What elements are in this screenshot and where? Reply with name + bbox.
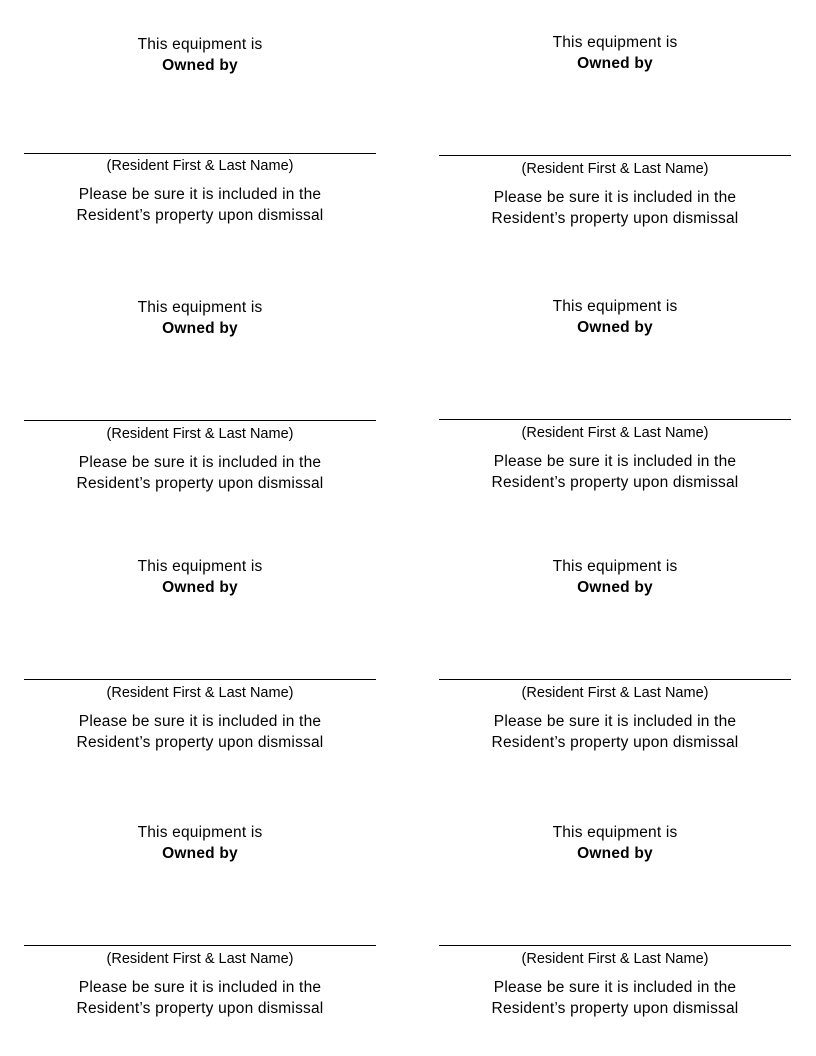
reminder-line-1: Please be sure it is included in the (78, 454, 322, 471)
intro-text: This equipment is (552, 298, 678, 315)
equipment-label-3 (24, 297, 376, 497)
equipment-label-6 (439, 556, 791, 756)
reminder-line-1: Please be sure it is included in the (493, 189, 737, 206)
equipment-label-1 (24, 34, 376, 234)
reminder-line-1: Please be sure it is included in the (78, 979, 322, 996)
label-intro (24, 556, 376, 598)
resident-name-caption: (Resident First & Last Name) (106, 158, 294, 174)
resident-name-caption: (Resident First & Last Name) (106, 426, 294, 442)
reminder-line-1: Please be sure it is included in the (493, 453, 737, 470)
equipment-label-4 (439, 296, 791, 496)
label-intro (439, 822, 791, 864)
resident-name-caption: (Resident First & Last Name) (521, 425, 709, 441)
reminder-line-2: Resident’s property upon dismissal (76, 475, 324, 492)
owned-by-text: Owned by (577, 579, 653, 596)
reminder-line-1: Please be sure it is included in the (493, 713, 737, 730)
resident-name-caption: (Resident First & Last Name) (521, 161, 709, 177)
resident-name-line (439, 155, 791, 156)
resident-name-line (439, 945, 791, 946)
resident-name-line (24, 945, 376, 946)
intro-text: This equipment is (552, 824, 678, 841)
resident-name-caption: (Resident First & Last Name) (521, 685, 709, 701)
dismissal-reminder (24, 184, 376, 226)
reminder-line-1: Please be sure it is included in the (493, 979, 737, 996)
equipment-label-8 (439, 822, 791, 1022)
resident-name-caption: (Resident First & Last Name) (106, 951, 294, 967)
resident-name-line (439, 679, 791, 680)
intro-text: This equipment is (137, 36, 263, 53)
reminder-line-1: Please be sure it is included in the (78, 713, 322, 730)
resident-name-line (24, 153, 376, 154)
label-intro (439, 556, 791, 598)
reminder-line-2: Resident’s property upon dismissal (491, 1000, 739, 1017)
intro-text: This equipment is (137, 824, 263, 841)
label-intro (24, 822, 376, 864)
intro-text: This equipment is (552, 34, 678, 51)
owned-by-text: Owned by (162, 579, 238, 596)
resident-name-line (24, 420, 376, 421)
equipment-label-5 (24, 556, 376, 756)
owned-by-text: Owned by (577, 845, 653, 862)
owned-by-text: Owned by (162, 845, 238, 862)
reminder-line-1: Please be sure it is included in the (78, 186, 322, 203)
label-intro (439, 296, 791, 338)
dismissal-reminder (439, 187, 791, 229)
owned-by-text: Owned by (577, 319, 653, 336)
resident-name-caption: (Resident First & Last Name) (521, 951, 709, 967)
resident-name-line (24, 679, 376, 680)
label-intro (439, 32, 791, 74)
reminder-line-2: Resident’s property upon dismissal (76, 1000, 324, 1017)
resident-name-line (439, 419, 791, 420)
reminder-line-2: Resident’s property upon dismissal (491, 474, 739, 491)
reminder-line-2: Resident’s property upon dismissal (491, 210, 739, 227)
dismissal-reminder (439, 977, 791, 1019)
intro-text: This equipment is (137, 299, 263, 316)
owned-by-text: Owned by (162, 57, 238, 74)
equipment-label-7 (24, 822, 376, 1022)
intro-text: This equipment is (552, 558, 678, 575)
equipment-label-2 (439, 32, 791, 232)
dismissal-reminder (439, 451, 791, 493)
reminder-line-2: Resident’s property upon dismissal (76, 734, 324, 751)
resident-name-caption: (Resident First & Last Name) (106, 685, 294, 701)
dismissal-reminder (439, 711, 791, 753)
dismissal-reminder (24, 452, 376, 494)
intro-text: This equipment is (137, 558, 263, 575)
owned-by-text: Owned by (162, 320, 238, 337)
dismissal-reminder (24, 711, 376, 753)
reminder-line-2: Resident’s property upon dismissal (76, 207, 324, 224)
label-intro (24, 297, 376, 339)
owned-by-text: Owned by (577, 55, 653, 72)
label-intro (24, 34, 376, 76)
dismissal-reminder (24, 977, 376, 1019)
reminder-line-2: Resident’s property upon dismissal (491, 734, 739, 751)
